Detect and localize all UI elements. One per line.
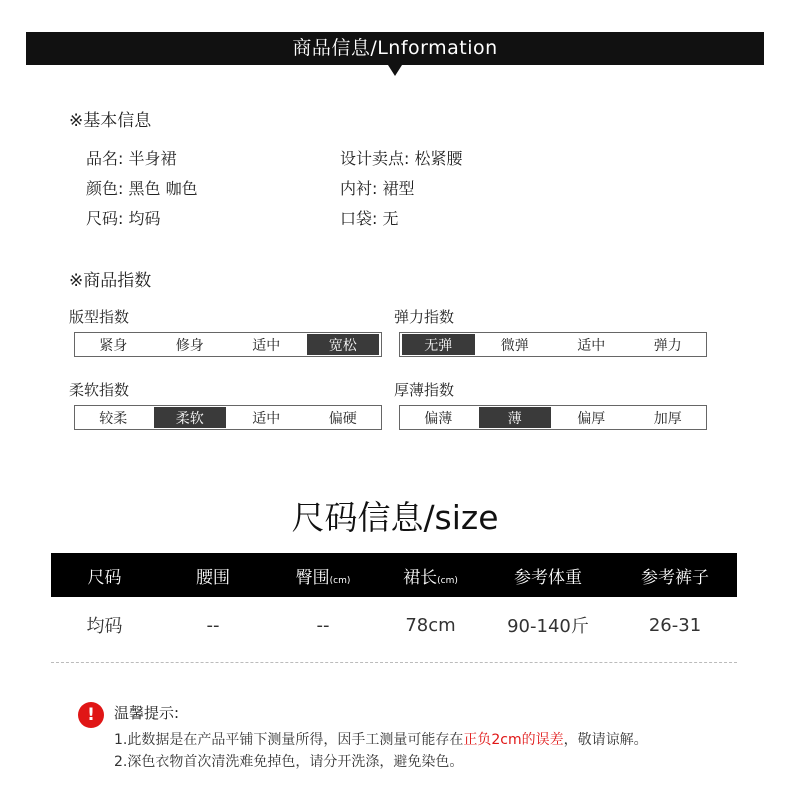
info-item-name: [86, 146, 177, 169]
gauge-option: 偏厚: [577, 410, 606, 427]
gauge-option: 修身: [175, 337, 204, 354]
tip-text: 1.此数据是在产品平铺下测量所得，因手工测量可能存在: [114, 732, 464, 748]
info-value: 黑色 咖色: [128, 179, 198, 198]
gauge-option: 适中: [252, 337, 281, 354]
info-key: 口袋:: [340, 209, 378, 228]
size-cell: 90-140斤: [507, 616, 589, 637]
gauge-option: 紧身: [99, 337, 128, 354]
gauge-option: 较柔: [99, 410, 128, 427]
size-table-header: [51, 553, 737, 597]
table-row: [51, 605, 737, 645]
gauge-option: 弹力: [653, 337, 682, 354]
header-arrow-icon: [388, 65, 402, 76]
gauge-option: 适中: [252, 410, 281, 427]
size-header-cell: 参考体重: [514, 567, 582, 588]
info-key: 颜色:: [86, 179, 124, 198]
gauge-option: 微弹: [500, 337, 529, 354]
tip-highlight: 正负2cm的误差: [463, 732, 564, 748]
basic-info-title: ※基本信息: [69, 111, 152, 131]
gauge-option: 加厚: [653, 410, 682, 427]
gauge-option: 宽松: [307, 334, 380, 355]
gauge-option: 偏硬: [328, 410, 357, 427]
info-key: 内衬:: [340, 179, 378, 198]
info-item-color: [86, 176, 198, 199]
product-index-title: ※商品指数: [69, 271, 152, 291]
tip-line-1: [114, 729, 648, 749]
size-header-cell: 裙长(cm): [403, 567, 458, 588]
info-item-lining: [340, 176, 415, 199]
size-header-cell: 臀围(cm): [295, 567, 351, 588]
size-cell: 均码: [86, 616, 123, 637]
gauge-fit: [74, 332, 382, 357]
size-cell: 78cm: [405, 614, 456, 636]
gauge-elasticity: [399, 332, 707, 357]
tips-title: 温馨提示:: [114, 704, 180, 722]
dashed-divider: [51, 662, 737, 663]
gauge-label-elasticity: 弹力指数: [394, 308, 455, 326]
exclamation-icon: !: [78, 702, 104, 728]
header-title: 商品信息/Lnformation: [292, 37, 498, 59]
gauge-option: 柔软: [154, 407, 227, 428]
info-value: 无: [382, 209, 399, 228]
size-cell: --: [206, 614, 220, 636]
size-header-cell: 参考裤子: [641, 567, 709, 588]
size-header-cell: 腰围: [196, 567, 230, 588]
info-item-pocket: [340, 206, 399, 229]
info-item-design: [340, 146, 463, 169]
info-key: 品名:: [86, 149, 124, 168]
gauge-label-thickness: 厚薄指数: [394, 381, 455, 399]
size-title: 尺码信息/size: [291, 498, 499, 537]
gauge-softness: [74, 405, 382, 430]
size-cell: 26-31: [648, 614, 702, 636]
gauge-option: 偏薄: [424, 410, 453, 427]
gauge-label-softness: 柔软指数: [69, 381, 130, 399]
gauge-option: 无弹: [402, 334, 475, 355]
info-item-size: [86, 206, 161, 229]
gauge-option: 适中: [577, 337, 606, 354]
gauge-thickness: [399, 405, 707, 430]
info-value: 均码: [128, 209, 161, 228]
size-cell: --: [316, 614, 330, 636]
info-value: 半身裙: [128, 149, 177, 168]
tip-line-2: 2.深色衣物首次清洗难免掉色，请分开洗涤，避免染色。: [114, 754, 464, 770]
info-value: 裙型: [382, 179, 415, 198]
tip-text: ，敬请谅解。: [563, 732, 648, 748]
info-value: 松紧腰: [414, 149, 463, 168]
info-key: 尺码:: [86, 209, 124, 228]
gauge-option: 薄: [479, 407, 552, 428]
size-header-cell: 尺码: [87, 567, 122, 588]
gauge-label-fit: 版型指数: [69, 308, 130, 326]
info-key: 设计卖点:: [340, 149, 410, 168]
section-header-bar: [26, 32, 764, 65]
